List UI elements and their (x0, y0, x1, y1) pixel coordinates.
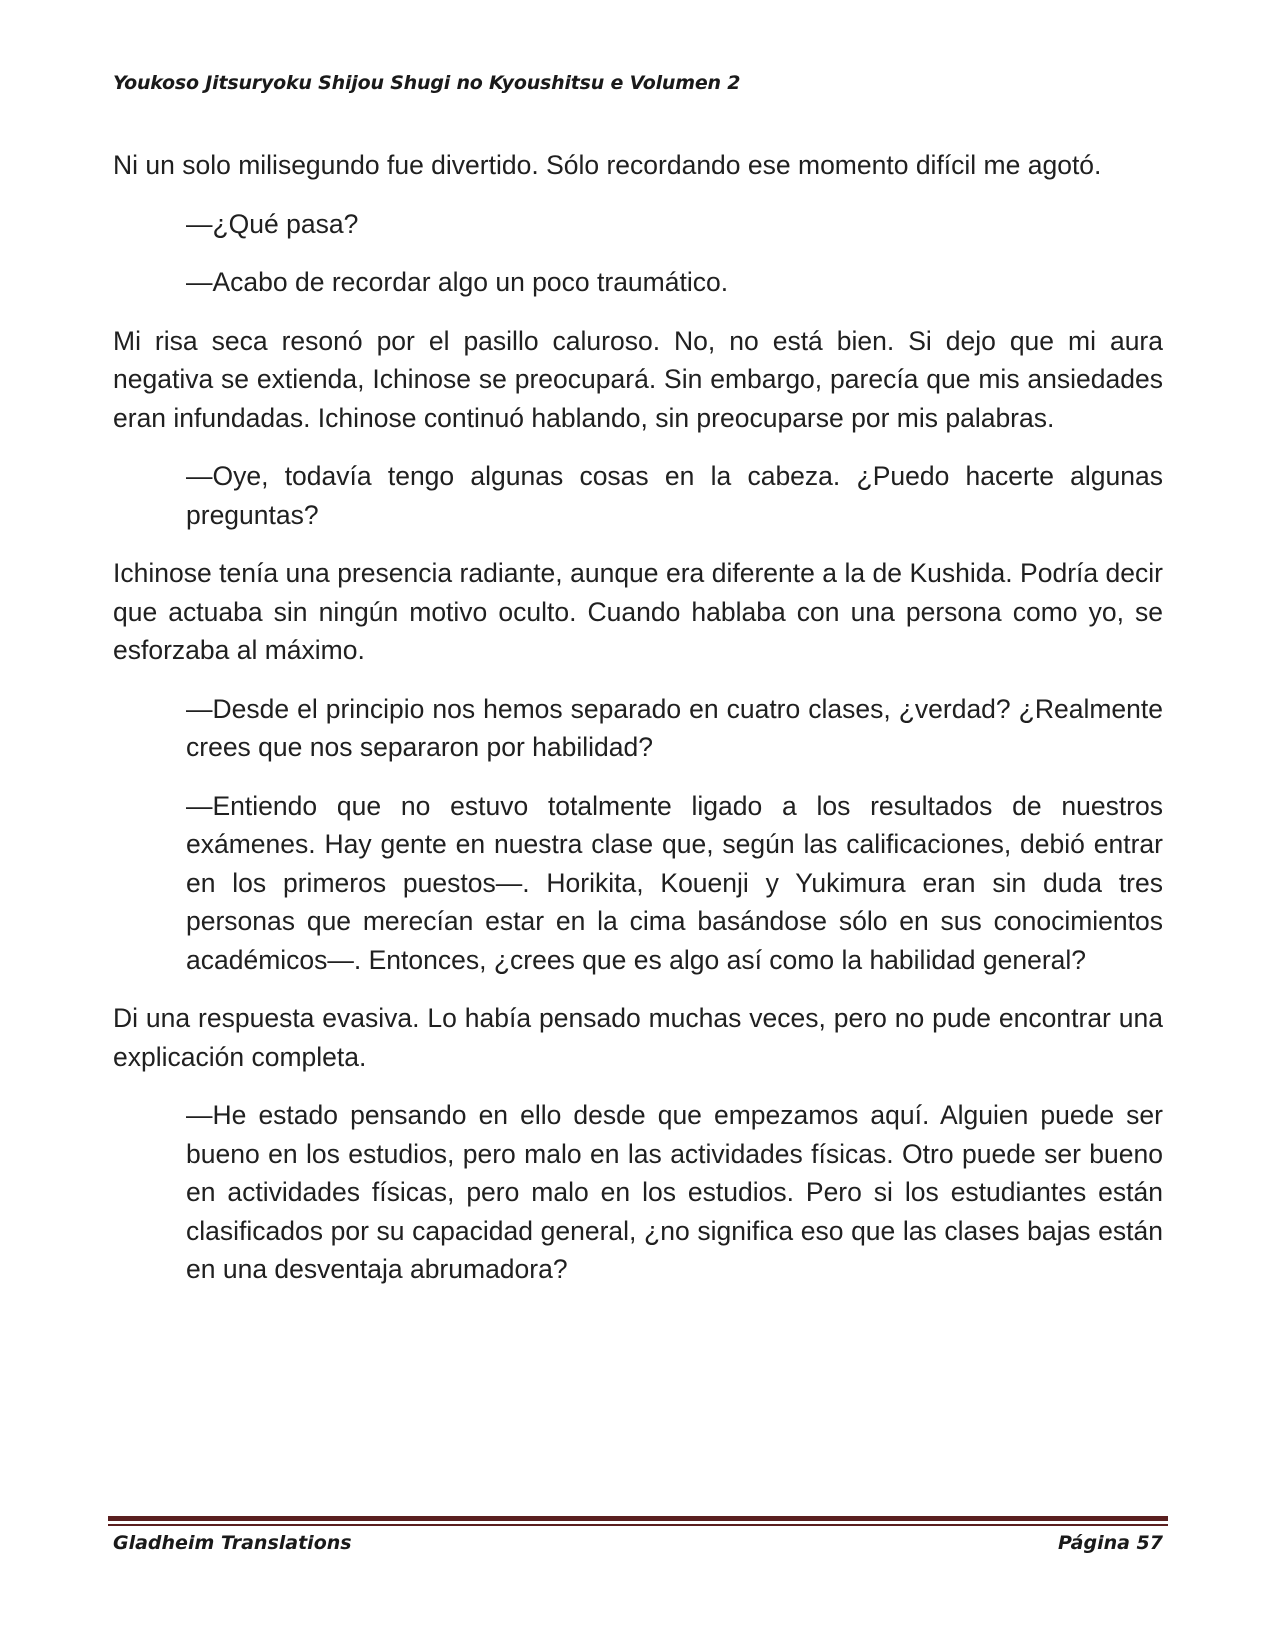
running-header: Youkoso Jitsuryoku Shijou Shugi no Kyoushitsu e Volumen 2 (113, 72, 741, 94)
running-footer (113, 1532, 1163, 1554)
dialogue-paragraph: —¿Qué pasa? (186, 208, 359, 239)
body-text (113, 146, 1163, 1309)
dialogue-paragraph: —Desde el principio nos hemos separado en cuatro clases, ¿verdad? ¿Realmente crees que nos separaron por habilidad? (186, 693, 1163, 762)
narration-paragraph: Ni un solo milisegundo fue divertido. Sólo recordando ese momento difícil me agotó. (113, 150, 1102, 180)
narration-paragraph: Ichinose tenía una presencia radiante, aunque era diferente a la de Kushida. Podría decir que actuaba sin ningún motivo oculto. Cuando hablaba con una persona como yo, se esforzaba al máximo. (113, 558, 1163, 665)
narration-paragraph: Mi risa seca resonó por el pasillo caluroso. No, no está bien. Si dejo que mi aura negativa se extienda, Ichinose se preocupará. Sin embargo, parecía que mis ansiedades eran infundadas. Ichinose continuó hablando, sin preocuparse por mis palabras. (113, 325, 1163, 433)
footer-translator: Gladheim Translations (113, 1532, 352, 1554)
dialogue-paragraph: —Oye, todavía tengo algunas cosas en la cabeza. ¿Puedo hacerte algunas preguntas? (186, 461, 1163, 530)
narration-paragraph: Di una respuesta evasiva. Lo había pensado muchas veces, pero no pude encontrar una explicación completa. (113, 1003, 1163, 1072)
footer-divider-thin (108, 1524, 1168, 1526)
footer-divider-thick (108, 1516, 1168, 1521)
dialogue-paragraph: —Entiendo que no estuvo totalmente ligado a los resultados de nuestros exámenes. Hay gente en nuestra clase que, según las calificaciones, debió entrar en los primeros puestos—. Horikita, Kouenji y Yukimura eran sin duda tres personas que merecían estar en la cima basándose sólo en sus conocimientos académicos—. Entonces, ¿crees que es algo así como la habilidad general? (186, 790, 1163, 975)
page-number: Página 57 (1057, 1532, 1163, 1554)
dialogue-paragraph: —He estado pensando en ello desde que empezamos aquí. Alguien puede ser bueno en los estudios, pero malo en las actividades físicas. Otro puede ser bueno en actividades físicas, pero malo en los estudios. Pero si los estudiantes están clasificados por su capacidad general, ¿no significa eso que las clases bajas están en una desventaja abrumadora? (186, 1100, 1163, 1284)
dialogue-paragraph: —Acabo de recordar algo un poco traumático. (186, 267, 729, 297)
